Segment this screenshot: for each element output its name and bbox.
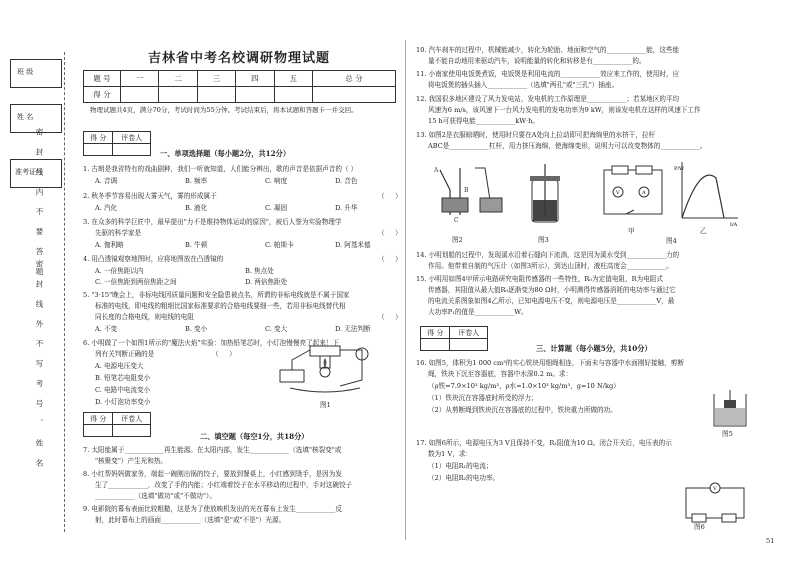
q15-line1: 15. 小明用如图4甲所示电路研究电阻传感器的一些特性，R₀为定值电阻，R为电阻式 bbox=[416, 275, 663, 283]
q11-line1: 11. 小南家使用电饭煲煮饭，电饭煲是利用电流的____________效应来工作的，使用时，应 bbox=[416, 70, 680, 78]
q16-line2: 绳，铁块下沉至容器底，容器中水深0.2 m。求： bbox=[428, 370, 573, 378]
name-field-label: 姓 名 bbox=[17, 113, 34, 121]
q12-line3: 15 h可获得电能____________kW·h。 bbox=[428, 117, 539, 125]
svg-text:P/W: P/W bbox=[674, 166, 685, 172]
q4-option-c: C. 一倍焦距到两倍焦距之间 bbox=[95, 278, 177, 286]
svg-text:V: V bbox=[713, 486, 717, 492]
q1-stem: 1. 古朗是我省特有的戏曲剧种，我们一听就知道，人们能分辨出，歌的声音是依据声音的（ ） bbox=[83, 165, 358, 173]
q3-option-d: D. 阿基米德 bbox=[335, 241, 371, 249]
q4-option-d: D. 两倍焦距处 bbox=[245, 278, 288, 286]
q15-line3: 的电流关系图象如图4乙所示，已知电源电压不变，则电源电压是____________V，最 bbox=[428, 297, 675, 305]
q5-stem: 5. "3·15"晚会上，非标电线因质量问题和安全隐患被点名，所谓的非标电线就是不属于国家 bbox=[83, 291, 350, 299]
figure-6-circuit bbox=[680, 478, 750, 528]
figure-4-caption: 图4 bbox=[666, 237, 677, 245]
figure-4-yi-label: 乙 bbox=[700, 227, 707, 235]
q13-line1: 13. 如图2是衣服晾晒时，使用时只要在A处向上拉动即可把海绵里的水挤干，拉杆 bbox=[416, 131, 656, 139]
score-col-total: 总 分 bbox=[312, 71, 395, 87]
figure-6-caption: 图6 bbox=[694, 523, 705, 531]
q6-option-c: C. 电路中电流变小 bbox=[95, 386, 151, 394]
q7-line1: 7. 太阳能属于____________再生能源。在太阳内部，发生____________（选填"核裂变"或 bbox=[83, 446, 342, 454]
q12-line1: 12. 我国很多地区建设了风力发电站，发电机的工作原理是____________；若某地区的平均 bbox=[416, 95, 680, 103]
svg-text:B: B bbox=[464, 187, 469, 194]
q11-line2: 将电饭煲的插头插入____________（选填"两孔"或"三孔"）插座。 bbox=[428, 81, 619, 89]
figure-1-magic-flame bbox=[270, 340, 380, 400]
q5-option-b: B. 变小 bbox=[185, 325, 208, 333]
q14-line2: 作用。他带着自制的气压计（如图3所示），到达山顶时，液柱高度会____________。 bbox=[428, 262, 673, 270]
q17-line4: （2）电阻R₂的电功率。 bbox=[428, 474, 500, 482]
figure-5-caption: 图5 bbox=[722, 430, 733, 438]
page-title: 吉林省中考名校调研物理试题 bbox=[148, 51, 331, 66]
q2-option-c: C. 凝固 bbox=[265, 204, 288, 212]
q1-option-c: C. 响度 bbox=[265, 177, 288, 185]
q2-option-b: B. 液化 bbox=[185, 204, 208, 212]
score-row-label: 得 分 bbox=[84, 87, 121, 103]
q17-line3: （1）电阻R₁的电流； bbox=[428, 462, 493, 470]
figure-1-caption: 图1 bbox=[320, 401, 331, 409]
q6-paren: （ ） bbox=[212, 350, 236, 358]
section3-heading: 三、计算题（每小题5分，共10分） bbox=[536, 344, 652, 353]
score-col-2: 二 bbox=[159, 71, 197, 87]
q4-option-b: B. 焦点处 bbox=[245, 267, 274, 275]
score-col-3: 三 bbox=[197, 71, 235, 87]
figure-5-container bbox=[710, 390, 750, 430]
q6-option-b: B. 铅笔芯电阻变小 bbox=[95, 374, 151, 382]
q16-line1: 16. 如图5，体积为1 000 cm³的实心铁块用细绳相连，下面未与容器中水面刚好接触，剪断 bbox=[416, 359, 684, 367]
q6-stem: 6. 小明做了一个如图1所示的"魔法火焰"实验：加热铅笔芯时，小灯泡慢慢亮了起来！下 bbox=[83, 339, 340, 347]
seal-text-outer: 密 封 线 外 不 写 考 号 、 姓 名 bbox=[35, 260, 44, 472]
svg-text:V: V bbox=[616, 190, 620, 196]
score-table bbox=[83, 70, 396, 103]
score-col-1: 一 bbox=[121, 71, 159, 87]
q4-option-a: A. 一倍焦距以内 bbox=[95, 267, 144, 275]
q17-line1: 17. 如图6所示，电源电压为3 V且保持不变，R₁阻值为10 Ω。闭合开关后，电压表的示 bbox=[416, 439, 672, 447]
q2-option-a: A. 汽化 bbox=[95, 204, 118, 212]
figure-4-jia-label: 甲 bbox=[628, 227, 635, 235]
q3-option-a: A. 伽利略 bbox=[95, 241, 124, 249]
figure-4-circuit bbox=[598, 162, 668, 224]
figure-3-caption: 图3 bbox=[538, 236, 549, 244]
svg-text:A: A bbox=[434, 167, 439, 174]
q6-stem-2: 列有关判断正确的是 bbox=[95, 350, 155, 358]
figure-2-squeeze-mop bbox=[420, 160, 510, 235]
figure-4-power-graph bbox=[672, 158, 742, 228]
grader-box-2: 得 分 评卷人 bbox=[83, 412, 151, 437]
score-col-4: 四 bbox=[236, 71, 274, 87]
q3-option-c: C. 帕斯卡 bbox=[265, 241, 294, 249]
q1-option-b: B. 频率 bbox=[185, 177, 208, 185]
q5-option-d: D. 无法判断 bbox=[335, 325, 371, 333]
q3-option-b: B. 牛顿 bbox=[185, 241, 208, 249]
q7-line2: "核聚变"）产生光和热。 bbox=[95, 457, 168, 465]
section2-heading: 二、填空题（每空1分，共18分） bbox=[200, 432, 309, 441]
q8-line2: 生了____________，改变了手的内能；小红端着饺子在水平移动的过程中，手对这碗饺子 bbox=[95, 481, 353, 489]
q1-option-d: D. 音色 bbox=[335, 177, 358, 185]
q2-option-d: D. 升华 bbox=[335, 204, 358, 212]
page-number: 51 bbox=[766, 537, 775, 545]
q3-paren: （ ） bbox=[378, 229, 402, 237]
q1-option-a: A. 音调 bbox=[95, 177, 118, 185]
column-divider bbox=[405, 40, 406, 540]
q16-line3: （ρ铁=7.9×10³ kg/m³，ρ水=1.0×10³ kg/m³，g=10 N/kg） bbox=[428, 382, 620, 390]
q5-option-a: A. 不变 bbox=[95, 325, 118, 333]
svg-text:I/A: I/A bbox=[730, 222, 738, 228]
q2-stem: 2. 秋冬季节容易出现大雾天气，雾的形成属于 bbox=[83, 192, 217, 200]
q3-stem: 3. 在众多的科学巨匠中，最早提出"力不是维持物体运动的原因"，被后人誉为实验物理学 bbox=[83, 218, 342, 226]
class-field-label: 班 级 bbox=[17, 68, 34, 76]
q5-paren: （ ） bbox=[378, 313, 402, 321]
q8-line1: 8. 小红帮妈妈做家务，端起一碗刚出锅的饺子，要放到餐桌上，小红感到烫手，是因为发 bbox=[83, 470, 342, 478]
q4-stem: 4. 用凸透镜观察地图时，应将地图放在凸透镜的 bbox=[83, 255, 224, 263]
q4-paren: （ ） bbox=[378, 255, 402, 263]
figure-3-barometer bbox=[520, 160, 570, 235]
binding-line bbox=[64, 52, 65, 532]
q10-line1: 10. 汽车刹车的过程中，机械能减少，转化为轮胎、地面和空气的____________能，这些能 bbox=[416, 46, 680, 54]
q2-paren: （ ） bbox=[378, 192, 402, 200]
section1-heading: 一、单项选择题（每小题2分，共12分） bbox=[160, 149, 291, 158]
figure-2-caption: 图2 bbox=[452, 236, 463, 244]
q5-stem-2: 标准的电线，即电线的粗细比国家标准要求的合格电线要细一些，若用非标电线替代相 bbox=[95, 302, 346, 310]
q5-option-c: C. 变大 bbox=[265, 325, 288, 333]
q6-option-d: D. 小灯泡功率变小 bbox=[95, 398, 151, 406]
seal-text: 密 封 线 内 不 要 答 题 bbox=[35, 128, 44, 280]
score-table-header: 题 号 bbox=[84, 71, 121, 87]
grader-box-1: 得 分 评卷人 bbox=[83, 131, 151, 156]
q10-line2: 量不能自动地用来驱动汽车，说明能量的转化和转移是有____________的。 bbox=[428, 57, 646, 65]
q14-line1: 14. 小明划船的过程中，发现溪水沿着石缝向下流淌，这是因为溪水受到____________力的 bbox=[416, 251, 680, 259]
instructions: 物理试题共4页，满分70分，考试时间为55分钟。考试结束后，将本试题和答题卡一并交回。 bbox=[90, 106, 358, 114]
q13-line2: ABC是____________杠杆，用力挤压海绵，使海绵变形，说明力可以改变物体的____________。 bbox=[428, 142, 707, 150]
score-col-5: 五 bbox=[274, 71, 312, 87]
q15-line4: 大功率P₁的值是____________W。 bbox=[428, 308, 528, 316]
q9-line1: 9. 电影院的幕布表面比较粗糙，这是为了使放映机发出的光在幕布上发生____________反 bbox=[83, 505, 342, 513]
svg-text:C: C bbox=[454, 217, 459, 224]
q8-line3: ____________（选填"做功"或"不做功"）。 bbox=[95, 492, 216, 500]
q9-line2: 射，此时幕布上的画面____________（选填"是"或"不是"）光源。 bbox=[95, 516, 286, 524]
q12-line2: 风速为6 m/s，该风速下一台风力发电机的发电功率为9 kW，则该发电机在这样的风速下工作 bbox=[428, 106, 701, 114]
q6-option-a: A. 电源电压变大 bbox=[95, 362, 144, 370]
q5-stem-3: 同长度的合格电线，则电线的电阻 bbox=[95, 313, 194, 321]
grader-box-3: 得 分 评卷人 bbox=[420, 326, 488, 351]
q17-line2: 数为1 V，求： bbox=[428, 450, 473, 458]
q16-line5: （2）从剪断绳到铁块沉在容器底的过程中，铁块重力所做的功。 bbox=[428, 406, 617, 414]
q3-stem-2: 先驱的科学家是 bbox=[95, 229, 142, 237]
exam-id-field-label: 准考证号 bbox=[15, 168, 43, 176]
q16-line4: （1）铁块沉在容器底时所受的浮力； bbox=[428, 394, 538, 402]
q15-line2: 传感器，其阻值从最大值R₀逐渐变为80 Ω时，小明测得传感器消耗的电功率与通过它 bbox=[428, 286, 676, 294]
svg-text:A: A bbox=[642, 190, 646, 196]
